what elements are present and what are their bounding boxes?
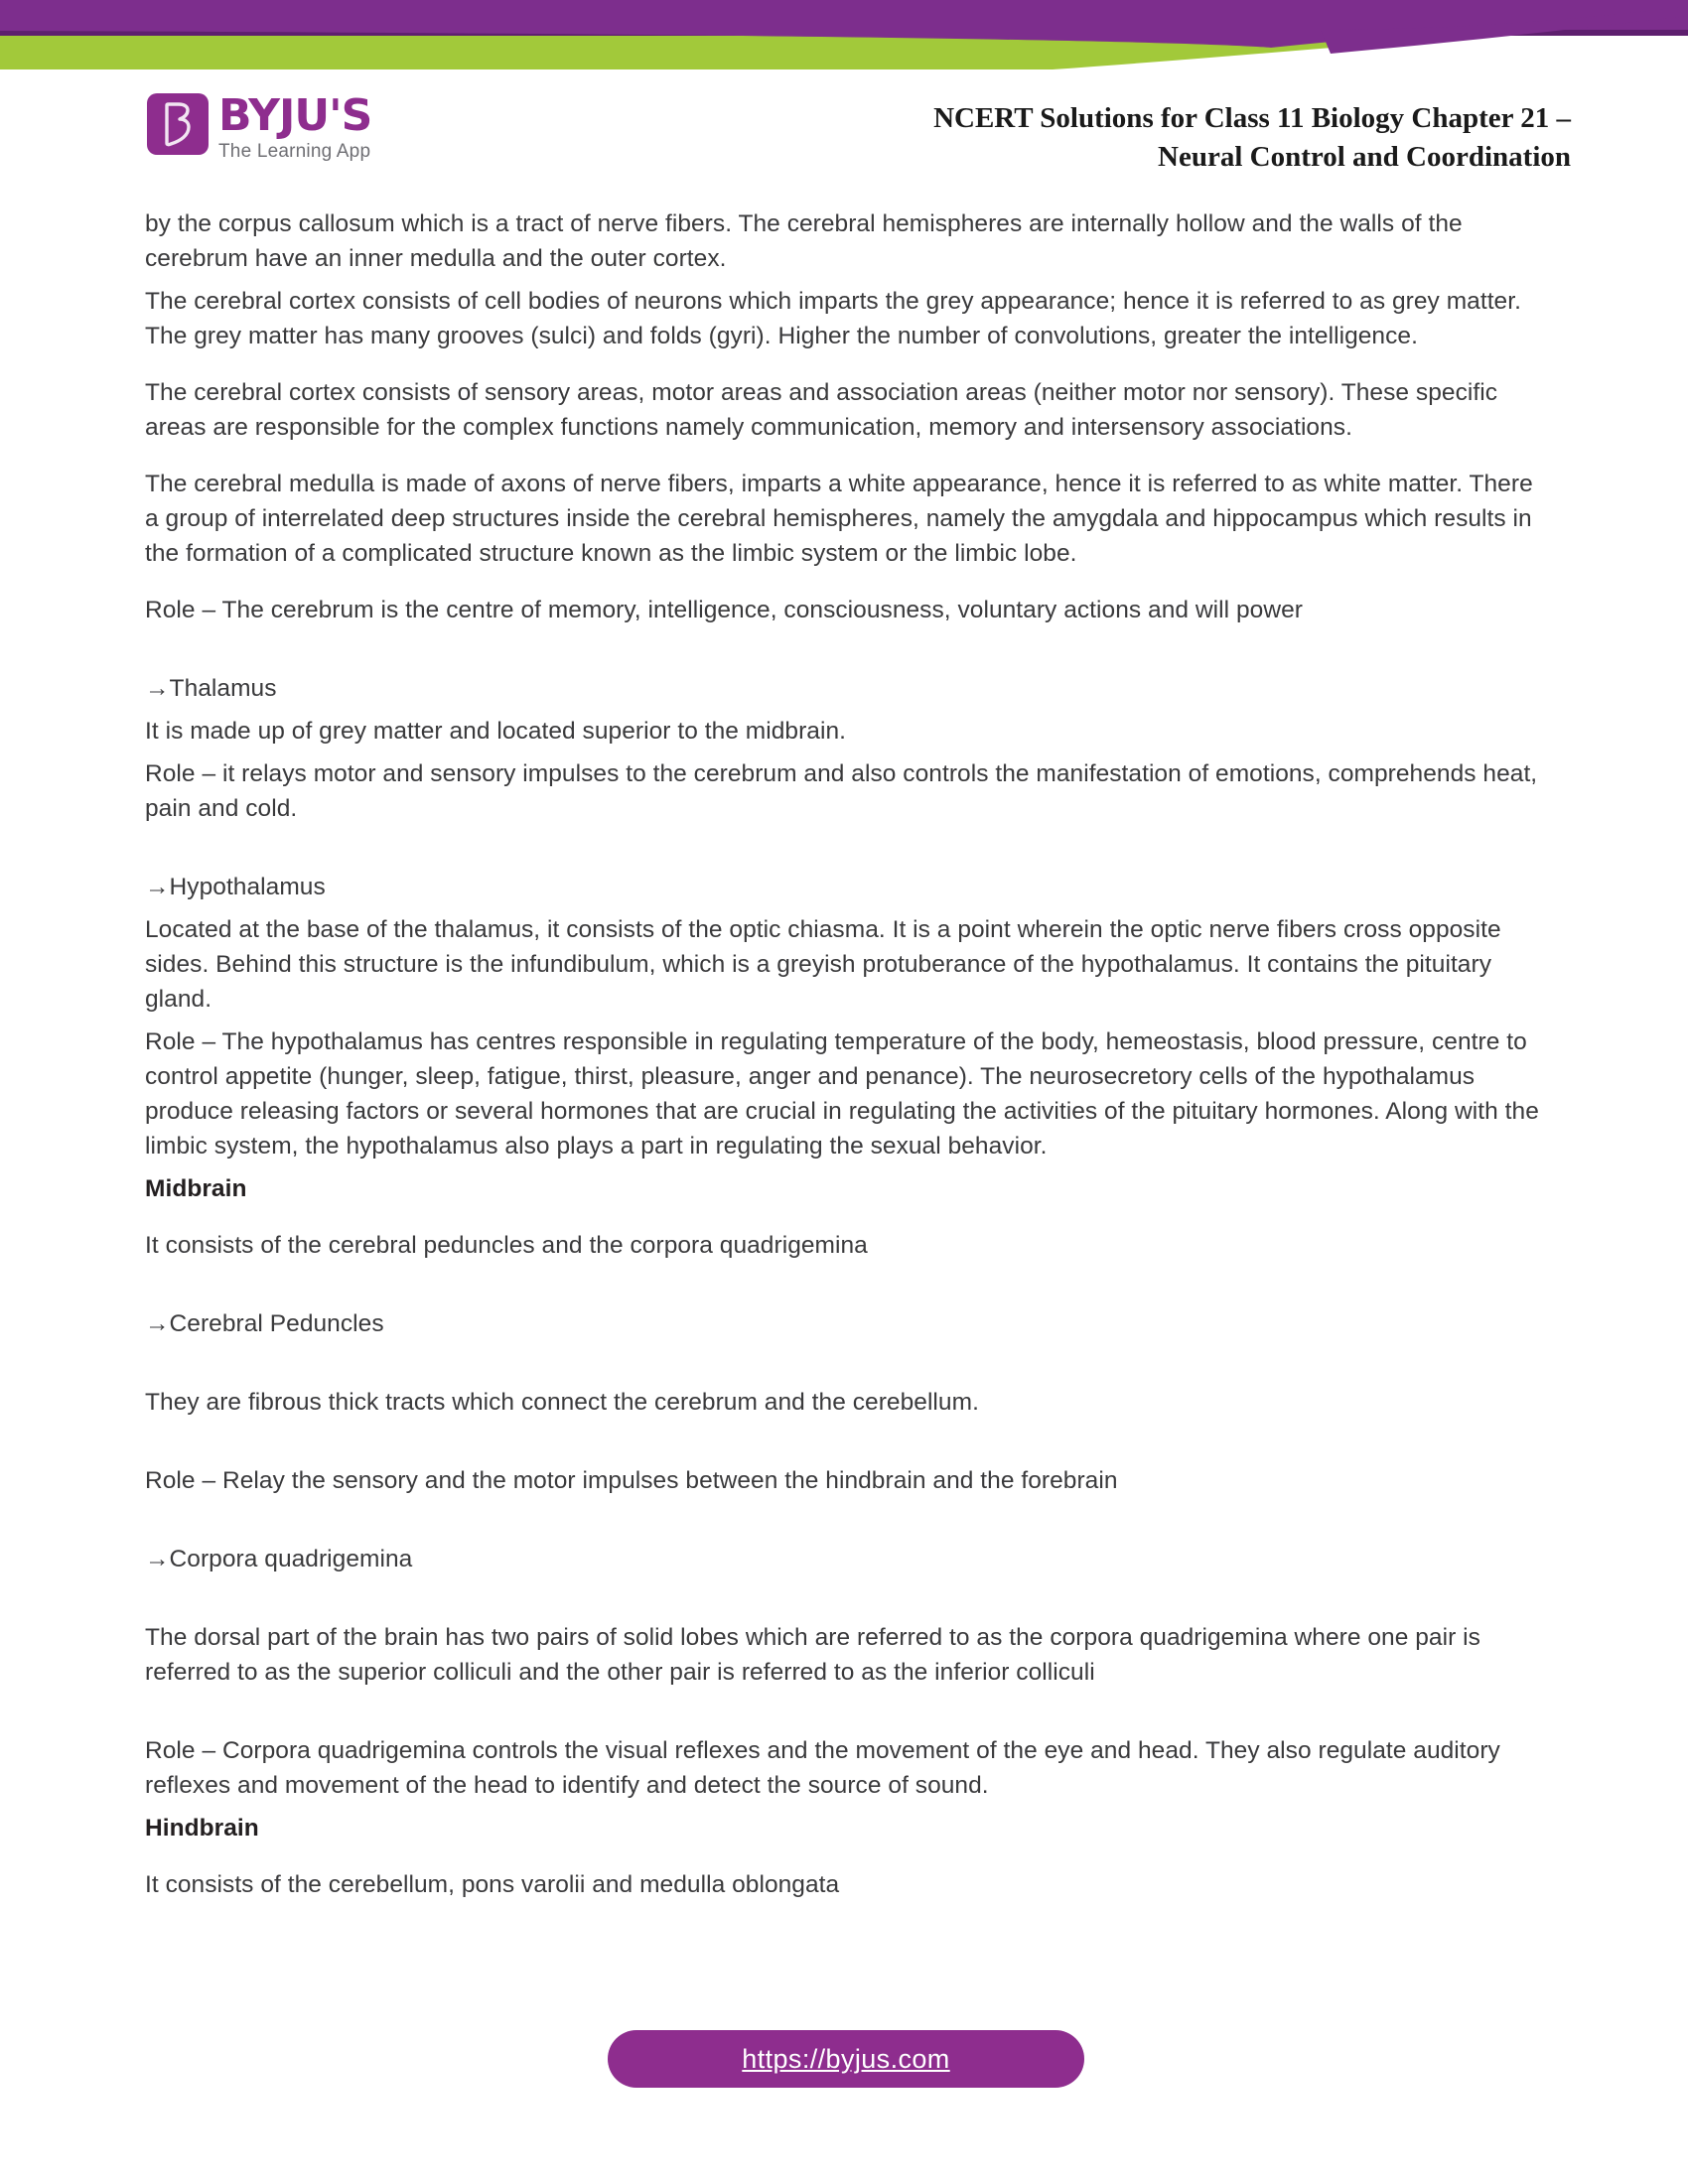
subheading-thalamus: →Thalamus [145, 675, 277, 702]
paragraph-cerebral-cortex-grey-matter: The cerebral cortex consists of cell bodies of neurons which imparts the grey appearance; hence it is referred to as grey matter. The grey matter has many grooves (sulci) and folds (gyri). Higher the number of convolutions, greater the intelligence. [145, 288, 1521, 349]
paragraph-hypothalamus-description: Located at the base of the thalamus, it consists of the optic chiasma. It is a point wherein the optic nerve fibers cross opposite sides. Behind this structure is the infundibulum, which is a greyish protuberance of the hypothalamus. It contains the pituitary gland. [145, 916, 1501, 1013]
byjus-b-mark-icon [147, 93, 209, 155]
paragraph-thalamus-description: It is made up of grey matter and located superior to the midbrain. [145, 718, 846, 745]
document-title-line-2: Neural Control and Coordination [1158, 141, 1571, 173]
paragraph-intro-continued: by the corpus callosum which is a tract of nerve fibers. The cerebral hemispheres are internally hollow and the walls of the cerebrum have an inner medulla and the outer cortex. [145, 210, 1463, 272]
document-title-line-1: NCERT Solutions for Class 11 Biology Chapter 21 – [933, 102, 1571, 134]
document-title [796, 99, 1571, 177]
heading-midbrain: Midbrain [145, 1175, 247, 1202]
paragraph-role-hypothalamus: Role – The hypothalamus has centres responsible in regulating temperature of the body, hemeostasis, blood pressure, centre to control appetite (hunger, sleep, fatigue, thirst, pleasure, anger and penance). The neurosecretory cells of the hypothalamus produce releasing factors or several hormones that are crucial in regulating the activities of the pituitary hormones. Along with the limbic system, the hypothalamus also plays a part in regulating the sexual behavior. [145, 1028, 1539, 1160]
paragraph-role-cerebrum: Role – The cerebrum is the centre of memory, intelligence, consciousness, voluntary actions and will power [145, 597, 1303, 623]
subheading-hypothalamus: →Hypothalamus [145, 874, 326, 900]
paragraph-role-cerebral-peduncles: Role – Relay the sensory and the motor impulses between the hindbrain and the forebrain [145, 1467, 1118, 1494]
subheading-cerebral-peduncles: →Cerebral Peduncles [145, 1310, 384, 1337]
byjus-wordmark: BYJU'S [218, 90, 372, 141]
page-footer [0, 2005, 1688, 2184]
banner-purple-top [0, 0, 1688, 30]
subheading-corpora-quadrigemina: →Corpora quadrigemina [145, 1546, 413, 1572]
paragraph-midbrain-description: It consists of the cerebral peduncles and the corpora quadrigemina [145, 1232, 868, 1259]
paragraph-cerebral-cortex-areas: The cerebral cortex consists of sensory areas, motor areas and association areas (neither motor nor sensory). These specific areas are responsible for the complex functions namely communication, memory and intersensory associations. [145, 379, 1498, 441]
byjus-logo[interactable] [147, 90, 372, 163]
byjus-tagline: The Learning App [218, 141, 371, 162]
paragraph-cerebral-medulla: The cerebral medulla is made of axons of nerve fibers, imparts a white appearance, hence it is referred to as white matter. There a group of interrelated deep structures inside the cerebral hemispheres, namely the amygdala and hippocampus which results in the formation of a complicated structure known as the limbic system or the limbic lobe. [145, 471, 1533, 567]
paragraph-role-corpora-quadrigemina: Role – Corpora quadrigemina controls the visual reflexes and the movement of the eye and head. They also regulate auditory reflexes and movement of the head to identify and detect the source of sound. [145, 1737, 1500, 1799]
paragraph-cerebral-peduncles-description: They are fibrous thick tracts which connect the cerebrum and the cerebellum. [145, 1389, 979, 1416]
byjus-website-link[interactable]: https://byjus.com [608, 2030, 1084, 2088]
document-body [145, 206, 1543, 1924]
paragraph-role-thalamus: Role – it relays motor and sensory impulses to the cerebrum and also controls the manifestation of emotions, comprehends heat, pain and cold. [145, 760, 1538, 822]
paragraph-hindbrain-description: It consists of the cerebellum, pons varolii and medulla oblongata [145, 1871, 840, 1898]
top-decorative-banner [0, 0, 1688, 69]
paragraph-corpora-quadrigemina-description: The dorsal part of the brain has two pairs of solid lobes which are referred to as the corpora quadrigemina where one pair is referred to as the superior colliculi and the other pair is referred to as the inferior colliculi [145, 1624, 1480, 1686]
heading-hindbrain: Hindbrain [145, 1815, 259, 1842]
page-header [0, 77, 1688, 187]
